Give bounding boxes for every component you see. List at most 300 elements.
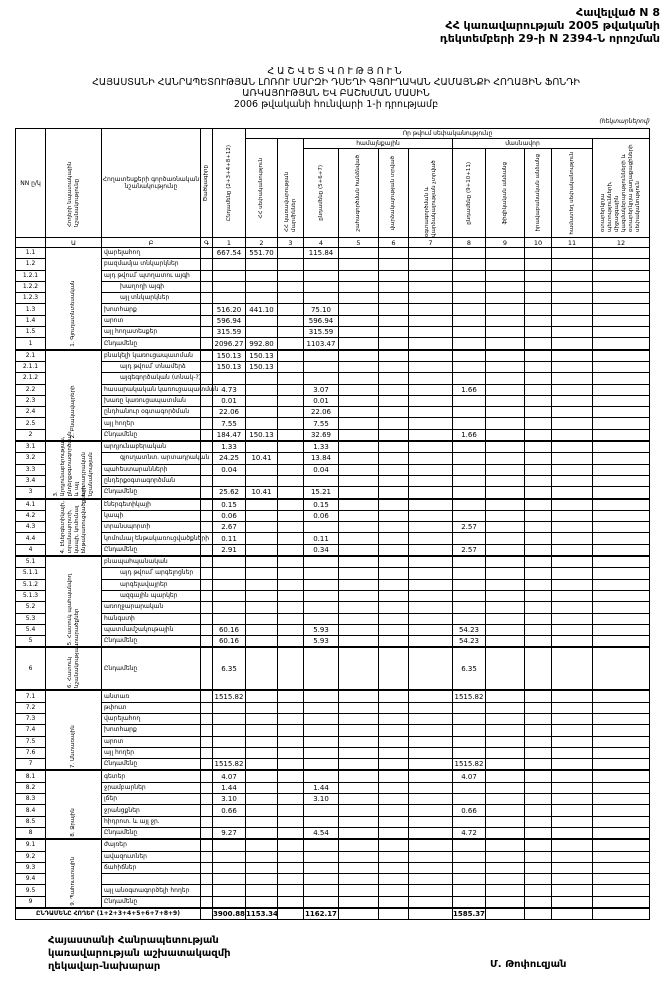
cell-code xyxy=(201,315,213,326)
cell-col-12 xyxy=(593,624,650,635)
cell-code xyxy=(201,270,213,281)
cell-code xyxy=(201,725,213,736)
cell-col-9 xyxy=(486,338,525,350)
cell-col-6 xyxy=(379,350,409,362)
cell-col-9 xyxy=(486,794,525,805)
table-row xyxy=(16,327,650,338)
header-c9-text: ֆիզիկական անձանց xyxy=(501,161,508,225)
column-number: Բ xyxy=(102,238,201,248)
cell-col-4 xyxy=(304,579,339,590)
cell-col-3 xyxy=(278,885,304,896)
cell-code xyxy=(201,395,213,406)
cell-col-3 xyxy=(278,736,304,747)
row-number: 3.2 xyxy=(16,453,46,464)
cell-col-1: 0.01 xyxy=(213,395,246,406)
table-row xyxy=(16,839,650,851)
cell-col-12 xyxy=(593,384,650,395)
cell-col-8 xyxy=(453,816,486,827)
title-line: ՀԱՅԱՍՏԱՆԻ ՀԱՆՐԱՊԵՏՈՒԹՅԱՆ ԼՈՌՈՒ ՄԱՐԶԻ ԴՍԵՂԻ ԳՅՈՒՂԱԿԱՆ ՀԱՄԱՅՆՔԻ ՀՈՂԱՅԻՆ ՖՈՆԴԻ xyxy=(92,77,580,88)
cell-col-11 xyxy=(552,453,593,464)
cell-col-3 xyxy=(278,839,304,851)
table-row xyxy=(16,702,650,713)
cell-col-4 xyxy=(304,862,339,873)
cell-col-10 xyxy=(525,248,552,259)
cell-col-10 xyxy=(525,725,552,736)
cell-col-4 xyxy=(304,590,339,601)
cell-col-6 xyxy=(379,713,409,724)
cell-col-9 xyxy=(486,293,525,304)
cell-col-9 xyxy=(486,418,525,429)
cell-col-11 xyxy=(552,613,593,624)
cell-col-5 xyxy=(339,590,379,601)
cell-col-10 xyxy=(525,885,552,896)
cell-col-1: 2096.27 xyxy=(213,338,246,350)
header-c2 xyxy=(246,139,278,238)
cell-col-10 xyxy=(525,327,552,338)
cell-col-3 xyxy=(278,827,304,839)
cell-col-6 xyxy=(379,624,409,635)
cell-col-2 xyxy=(246,556,278,568)
cell-col-5 xyxy=(339,624,379,635)
cell-col-7 xyxy=(409,327,453,338)
cell-col-5 xyxy=(339,499,379,511)
cell-col-5 xyxy=(339,373,379,384)
cell-col-6 xyxy=(379,293,409,304)
cell-col-2 xyxy=(246,885,278,896)
column-number: 10 xyxy=(525,238,552,248)
cell-col-12 xyxy=(593,373,650,384)
cell-col-5 xyxy=(339,544,379,556)
cell-col-9 xyxy=(486,499,525,511)
column-number: 9 xyxy=(486,238,525,248)
cell-col-5 xyxy=(339,418,379,429)
cell-col-6 xyxy=(379,827,409,839)
cell-col-3 xyxy=(278,647,304,690)
cell-col-11 xyxy=(552,851,593,862)
row-number: 4.1 xyxy=(16,499,46,511)
cell-col-7 xyxy=(409,510,453,521)
header-nn: NN ը/կ xyxy=(16,129,46,238)
cell-col-12 xyxy=(593,862,650,873)
cell-col-10 xyxy=(525,361,552,372)
cell-col-10 xyxy=(525,851,552,862)
cell-col-12 xyxy=(593,782,650,793)
cell-col-1: 315.59 xyxy=(213,327,246,338)
cell-col-9 xyxy=(486,453,525,464)
cell-col-11 xyxy=(552,874,593,885)
cell-col-9 xyxy=(486,361,525,372)
cell-col-8: 54.23 xyxy=(453,636,486,648)
cell-col-11 xyxy=(552,315,593,326)
cell-col-1: 7.55 xyxy=(213,418,246,429)
cell-col-8 xyxy=(453,713,486,724)
cell-col-2 xyxy=(246,259,278,270)
cell-col-8: 0.66 xyxy=(453,805,486,816)
cell-col-12 xyxy=(593,487,650,499)
cell-col-12 xyxy=(593,270,650,281)
cell-col-6 xyxy=(379,725,409,736)
table-row xyxy=(16,590,650,601)
cell-code xyxy=(201,747,213,758)
cell-col-9 xyxy=(486,827,525,839)
cell-col-2 xyxy=(246,794,278,805)
cell-col-9 xyxy=(486,327,525,338)
cell-col-1: 4.73 xyxy=(213,384,246,395)
group-label-text: 3. Արդյունաբերության, ընդերքօգտագործման և այլ արտադրական նշանակության xyxy=(52,430,94,497)
cell-col-10 xyxy=(525,384,552,395)
cell-col-5 xyxy=(339,839,379,851)
table-row xyxy=(16,259,650,270)
cell-col-9 xyxy=(486,690,525,702)
cell-col-12 xyxy=(593,361,650,372)
cell-code xyxy=(201,373,213,384)
cell-col-12 xyxy=(593,805,650,816)
cell-col-1: 6.35 xyxy=(213,647,246,690)
cell-col-7 xyxy=(409,839,453,851)
cell-col-10 xyxy=(525,453,552,464)
cell-col-3 xyxy=(278,418,304,429)
cell-col-5 xyxy=(339,522,379,533)
table-row xyxy=(16,613,650,624)
cell-col-4: 115.84 xyxy=(304,248,339,259)
cell-col-6 xyxy=(379,259,409,270)
cell-col-8 xyxy=(453,896,486,908)
cell-code xyxy=(201,361,213,372)
cell-col-7 xyxy=(409,556,453,568)
cell-col-2 xyxy=(246,441,278,453)
table-row xyxy=(16,544,650,556)
header-c10-text: իրավաբանական անձանց xyxy=(534,154,541,232)
table-row xyxy=(16,373,650,384)
header-ownership: Որ թվում սեփականությունը xyxy=(246,129,650,139)
cell-col-11 xyxy=(552,418,593,429)
cell-col-11 xyxy=(552,281,593,292)
cell-col-12 xyxy=(593,702,650,713)
cell-col-11 xyxy=(552,647,593,690)
cell-code xyxy=(201,690,213,702)
cell-col-11 xyxy=(552,736,593,747)
cell-code xyxy=(201,522,213,533)
cell-col-7 xyxy=(409,248,453,259)
cell-col-8 xyxy=(453,747,486,758)
cell-col-6 xyxy=(379,702,409,713)
cell-col-3 xyxy=(278,475,304,486)
cell-col-1 xyxy=(213,747,246,758)
cell-col-10 xyxy=(525,304,552,315)
cell-col-11 xyxy=(552,725,593,736)
cell-col-12 xyxy=(593,816,650,827)
cell-col-8 xyxy=(453,281,486,292)
cell-col-1: 0.11 xyxy=(213,533,246,544)
cell-col-11 xyxy=(552,407,593,418)
cell-col-1 xyxy=(213,293,246,304)
table-row xyxy=(16,885,650,896)
row-number: 5.1 xyxy=(16,556,46,568)
cell-col-4 xyxy=(304,522,339,533)
cell-col-1 xyxy=(213,885,246,896)
cell-code xyxy=(201,475,213,486)
cell-col-7 xyxy=(409,725,453,736)
cell-col-3 xyxy=(278,556,304,568)
cell-col-8 xyxy=(453,407,486,418)
group-label-text: 6. Հատուկ նշանակության xyxy=(66,643,80,688)
row-number: 7.1 xyxy=(16,690,46,702)
cell-col-8 xyxy=(453,499,486,511)
unit-note: (հեկտարներով) xyxy=(599,118,650,125)
cell-col-12 xyxy=(593,499,650,511)
row-land-type: ընդհանուր օգտագործման xyxy=(102,407,201,418)
cell-col-12 xyxy=(593,602,650,613)
title-date: 2006 թվականի հունվարի 1-ի դրությամբ xyxy=(233,99,439,110)
cell-col-10 xyxy=(525,579,552,590)
cell-col-5 xyxy=(339,248,379,259)
group-label-text: 7. Անտառային xyxy=(70,725,76,768)
cell-col-5 xyxy=(339,270,379,281)
row-land-type: բնակելի կառուցապատման xyxy=(102,350,201,362)
cell-col-3 xyxy=(278,544,304,556)
cell-col-5 xyxy=(339,908,379,920)
cell-col-3 xyxy=(278,624,304,635)
cell-col-1: 150.13 xyxy=(213,350,246,362)
cell-col-5 xyxy=(339,690,379,702)
table-row xyxy=(16,794,650,805)
cell-col-11 xyxy=(552,908,593,920)
cell-col-7 xyxy=(409,908,453,920)
cell-col-12 xyxy=(593,418,650,429)
cell-col-8: 54.23 xyxy=(453,624,486,635)
cell-col-10 xyxy=(525,590,552,601)
cell-col-9 xyxy=(486,533,525,544)
cell-col-11 xyxy=(552,510,593,521)
cell-col-3 xyxy=(278,464,304,475)
cell-col-1 xyxy=(213,259,246,270)
table-row xyxy=(16,533,650,544)
column-number: 6 xyxy=(379,238,409,248)
row-land-type: հանգստի xyxy=(102,613,201,624)
header-c11-text: համատեղ սեփականություն xyxy=(568,151,575,235)
cell-code xyxy=(201,281,213,292)
cell-col-4: 1.44 xyxy=(304,782,339,793)
cell-col-8 xyxy=(453,293,486,304)
cell-col-7 xyxy=(409,350,453,362)
row-number: 7.5 xyxy=(16,736,46,747)
row-land-type: արգելավայրեր xyxy=(102,579,201,590)
cell-col-5 xyxy=(339,533,379,544)
cell-col-4: 3.10 xyxy=(304,794,339,805)
row-land-type: բնապահպանական xyxy=(102,556,201,568)
cell-col-10 xyxy=(525,759,552,771)
signature-line: Հայաստանի Հանրապետության xyxy=(48,935,219,947)
row-number: 1.1 xyxy=(16,248,46,259)
cell-col-7 xyxy=(409,270,453,281)
row-land-type: այդ թվում՝ պտղատու այգի xyxy=(102,270,201,281)
cell-col-6 xyxy=(379,429,409,441)
cell-col-9 xyxy=(486,384,525,395)
cell-col-6 xyxy=(379,315,409,326)
cell-col-7 xyxy=(409,281,453,292)
cell-col-10 xyxy=(525,874,552,885)
table-row xyxy=(16,522,650,533)
cell-col-2 xyxy=(246,690,278,702)
cell-col-6 xyxy=(379,327,409,338)
row-number: 1.2 xyxy=(16,259,46,270)
cell-code xyxy=(201,499,213,511)
cell-col-12 xyxy=(593,248,650,259)
annex-line: Հավելված N 8 xyxy=(576,6,660,19)
row-land-type: գյուղատնտ. արտադրական xyxy=(102,453,201,464)
cell-col-7 xyxy=(409,475,453,486)
cell-col-3 xyxy=(278,613,304,624)
row-number: 6 xyxy=(16,647,46,690)
table-body xyxy=(16,248,650,920)
group-label-text: 9. Պահուստային xyxy=(70,856,76,906)
cell-col-5 xyxy=(339,759,379,771)
row-land-type: հասարակական կառուցապատման xyxy=(102,384,201,395)
cell-col-2 xyxy=(246,747,278,758)
cell-col-12 xyxy=(593,874,650,885)
cell-col-2 xyxy=(246,281,278,292)
cell-col-8 xyxy=(453,315,486,326)
cell-col-12 xyxy=(593,759,650,771)
cell-code xyxy=(201,613,213,624)
cell-col-2 xyxy=(246,816,278,827)
row-number: 7 xyxy=(16,759,46,771)
cell-col-10 xyxy=(525,896,552,908)
cell-col-12 xyxy=(593,475,650,486)
row-group-label xyxy=(46,839,102,908)
cell-col-11 xyxy=(552,690,593,702)
header-group-text: Հողերի նպատակային նշանակությունը xyxy=(66,161,80,227)
cell-col-12 xyxy=(593,510,650,521)
cell-col-3 xyxy=(278,338,304,350)
cell-col-11 xyxy=(552,384,593,395)
cell-col-10 xyxy=(525,338,552,350)
cell-col-9 xyxy=(486,851,525,862)
row-number: 7.4 xyxy=(16,725,46,736)
cell-col-5 xyxy=(339,896,379,908)
cell-col-7 xyxy=(409,736,453,747)
row-number: 4 xyxy=(16,544,46,556)
cell-col-7 xyxy=(409,805,453,816)
cell-col-12 xyxy=(593,770,650,782)
cell-col-3 xyxy=(278,816,304,827)
row-group-label xyxy=(46,485,102,556)
cell-col-6 xyxy=(379,464,409,475)
cell-col-2 xyxy=(246,499,278,511)
table-row xyxy=(16,315,650,326)
row-number: 5.2 xyxy=(16,602,46,613)
cell-col-9 xyxy=(486,747,525,758)
cell-col-1 xyxy=(213,862,246,873)
row-land-type: այդ թվում՝ տնամերձ xyxy=(102,361,201,372)
cell-col-5 xyxy=(339,636,379,648)
cell-col-8 xyxy=(453,327,486,338)
table-row xyxy=(16,568,650,579)
cell-col-11 xyxy=(552,395,593,406)
cell-code xyxy=(201,794,213,805)
cell-col-7 xyxy=(409,602,453,613)
row-land-type: Ընդամենը xyxy=(102,487,201,499)
column-number: 2 xyxy=(246,238,278,248)
cell-col-4 xyxy=(304,350,339,362)
cell-col-10 xyxy=(525,782,552,793)
row-land-type: ճահիճներ xyxy=(102,862,201,873)
cell-col-7 xyxy=(409,315,453,326)
cell-col-9 xyxy=(486,874,525,885)
cell-col-12 xyxy=(593,827,650,839)
cell-col-1: 25.62 xyxy=(213,487,246,499)
table-row xyxy=(16,851,650,862)
row-land-type: Ընդամենը xyxy=(102,544,201,556)
cell-col-4 xyxy=(304,602,339,613)
header-c7-text: օգտագործման և վարձակալության չտրված xyxy=(423,160,437,237)
header-c1-text: Ընդամենը (2+3+4+8+12) xyxy=(225,145,232,221)
table-row xyxy=(16,499,650,511)
cell-col-3 xyxy=(278,725,304,736)
table-row xyxy=(16,510,650,521)
cell-col-3 xyxy=(278,874,304,885)
cell-col-2 xyxy=(246,759,278,771)
row-number: 3 xyxy=(16,487,46,499)
cell-col-11 xyxy=(552,327,593,338)
cell-col-3 xyxy=(278,248,304,259)
cell-col-9 xyxy=(486,713,525,724)
cell-col-4: 0.04 xyxy=(304,464,339,475)
cell-col-5 xyxy=(339,384,379,395)
cell-col-2 xyxy=(246,736,278,747)
cell-col-11 xyxy=(552,839,593,851)
row-land-type: բազմամյա տնկարկներ xyxy=(102,259,201,270)
table-row xyxy=(16,407,650,418)
cell-col-8: 4.07 xyxy=(453,770,486,782)
cell-col-10 xyxy=(525,270,552,281)
cell-col-9 xyxy=(486,702,525,713)
cell-col-7 xyxy=(409,338,453,350)
table-row xyxy=(16,304,650,315)
cell-col-5 xyxy=(339,464,379,475)
cell-code xyxy=(201,782,213,793)
table-row xyxy=(16,429,650,441)
cell-col-12 xyxy=(593,647,650,690)
row-number: 2.5 xyxy=(16,418,46,429)
cell-col-5 xyxy=(339,487,379,499)
cell-col-2 xyxy=(246,862,278,873)
cell-col-5 xyxy=(339,851,379,862)
table-row xyxy=(16,338,650,350)
column-number: 8 xyxy=(453,238,486,248)
cell-col-11 xyxy=(552,896,593,908)
cell-col-3 xyxy=(278,896,304,908)
cell-col-6 xyxy=(379,281,409,292)
row-number: 7.6 xyxy=(16,747,46,758)
column-number-row xyxy=(16,238,650,248)
row-group-label xyxy=(46,556,102,647)
cell-col-2 xyxy=(246,636,278,648)
annex-line: ՀՀ կառավարության 2005 թվականի xyxy=(445,19,660,32)
cell-col-7 xyxy=(409,770,453,782)
cell-col-1: 1.44 xyxy=(213,782,246,793)
cell-code xyxy=(201,851,213,862)
cell-col-4 xyxy=(304,690,339,702)
cell-col-12 xyxy=(593,407,650,418)
cell-col-8 xyxy=(453,338,486,350)
cell-col-9 xyxy=(486,248,525,259)
cell-col-2 xyxy=(246,475,278,486)
row-land-type: էներգետիկայի xyxy=(102,499,201,511)
row-land-type: Ընդամենը xyxy=(102,647,201,690)
cell-col-1: 22.06 xyxy=(213,407,246,418)
cell-col-12 xyxy=(593,315,650,326)
